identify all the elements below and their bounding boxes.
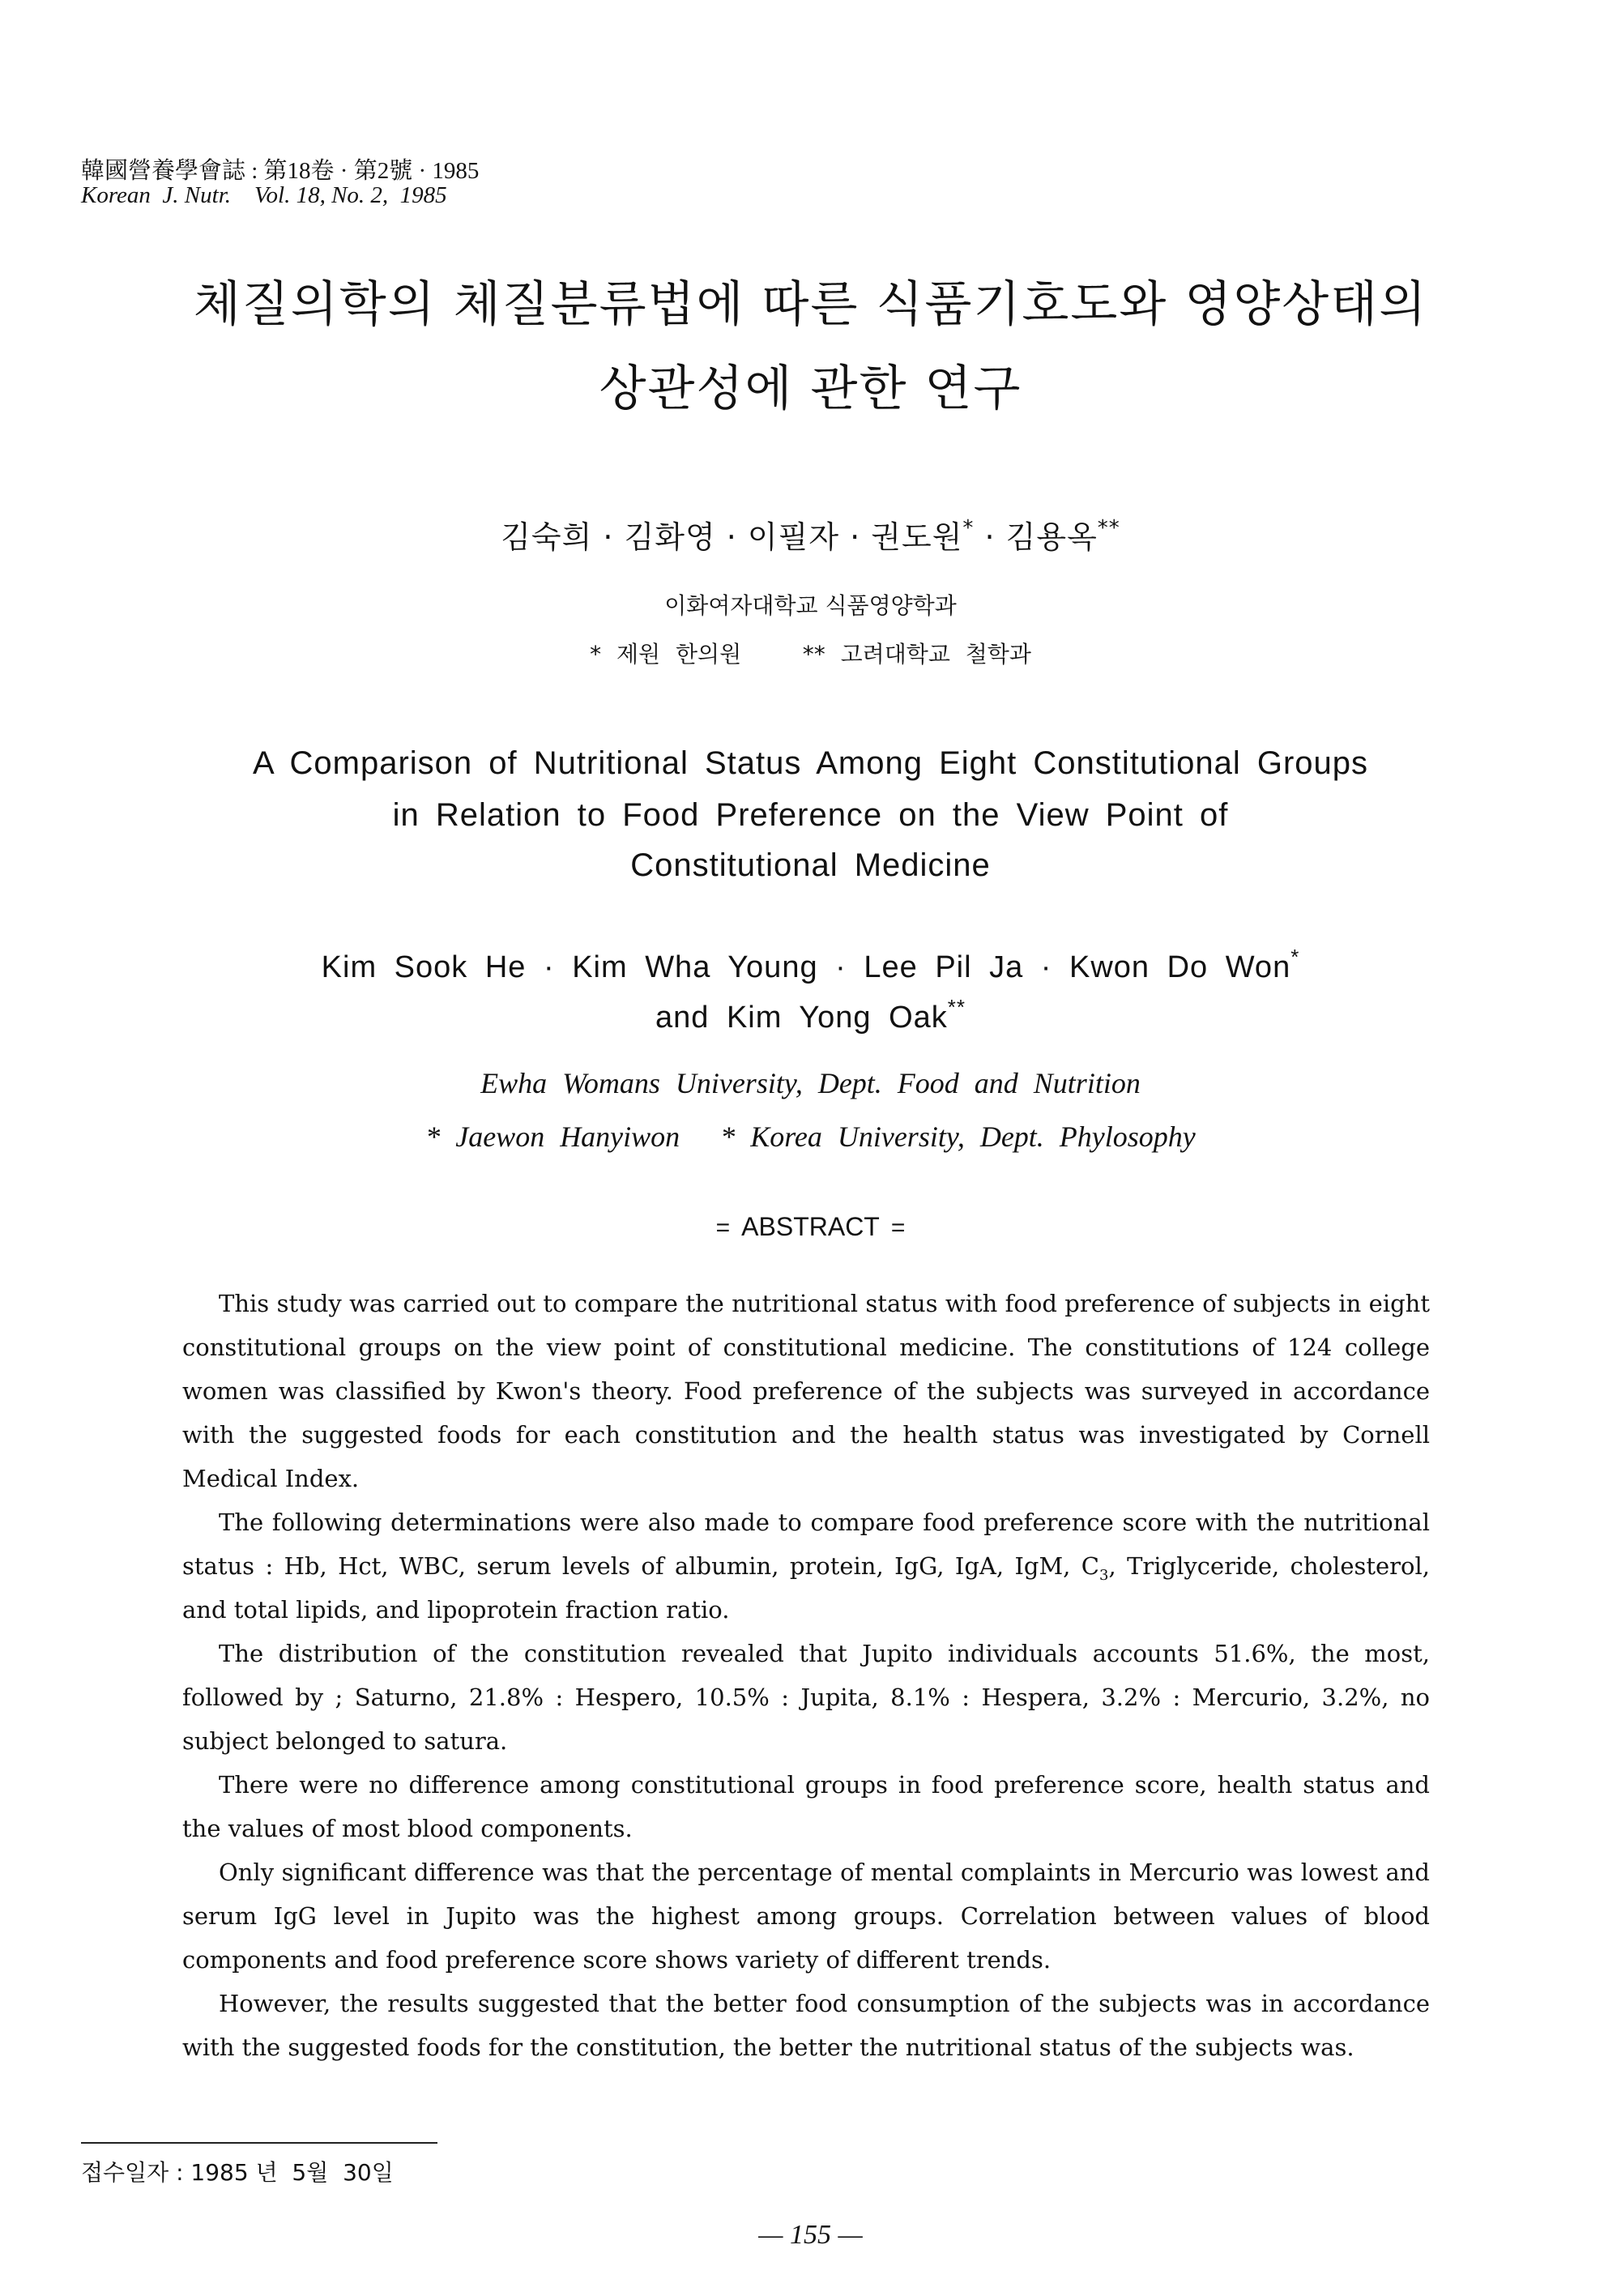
subscript: 3	[1099, 1566, 1109, 1584]
english-title-line-2: in Relation to Food Preference on the View Point of	[392, 797, 1229, 833]
affiliation-korea-university: * Korea University, Dept. Phylosophy	[720, 1120, 1196, 1153]
abstract-heading-text: ABSTRACT	[741, 1212, 880, 1241]
english-authors-line-2	[0, 995, 1621, 1035]
page-number: — 155 —	[758, 2220, 863, 2250]
korean-title-line-1: 체질의학의 체질분류법에 따른 식품기호도와 영양상태의	[193, 276, 1428, 333]
abstract-paragraph-text: The following determinations were also made to compare food preference score with the nutritional status : Hb, Hct, WBC, serum levels of albumin, protein, IgG, IgA, IgM, C	[182, 1509, 1430, 1580]
korean-authors	[0, 512, 1621, 557]
abstract-paragraph: However, the results suggested that the better food consumption of the subjects was in accordance with the suggested foods for the constitution, the better the nutritional status of the subjects was.	[182, 1990, 1430, 2061]
abstract-paragraph-tail: , Triglyceride, cholesterol, and total lipids, and lipoprotein fraction ratio.	[182, 1552, 1430, 1624]
english-title-line-3: Constitutional Medicine	[630, 847, 991, 883]
heading-rule-right: =	[890, 1214, 906, 1241]
heading-rule-left: =	[715, 1214, 731, 1241]
abstract-paragraph: The distribution of the constitution revealed that Jupito individuals accounts 51.6%, the most, followed by ; Saturno, 21.8% : Hespero, 10.5% : Jupita, 8.1% : Hespera, 3.2% : Mercurio, 3.2%, no subject belonged to satura.	[182, 1640, 1430, 1755]
english-affiliation-secondary	[0, 1120, 1621, 1154]
abstract-paragraph: There were no difference among constitutional groups in food preference score, health status and the values of most blood components.	[182, 1771, 1430, 1842]
korean-title-line-2: 상관성에 관한 연구	[599, 361, 1022, 417]
footnote-divider	[81, 2142, 437, 2144]
abstract-heading	[0, 1212, 1621, 1242]
korean-author-names: 김숙희 · 김화영 · 이필자 · 권도원	[501, 519, 963, 555]
abstract-body	[182, 1282, 1430, 2069]
abstract-paragraph: Only significant difference was that the percentage of mental complaints in Mercurio was lowest and serum IgG level in Jupito was the highest among groups. Correlation between values of blood components and food preference score shows variety of different trends.	[182, 1859, 1430, 1974]
korean-affiliation-secondary: * 제원 한의원 ** 고려대학교 철학과	[590, 641, 1031, 668]
journal-citation-english: Korean J. Nutr. Vol. 18, No. 2, 1985	[81, 182, 447, 208]
english-authors-line-1	[0, 945, 1621, 985]
footnote-mark-double: **	[947, 995, 966, 1019]
english-author-names: Kim Sook He · Kim Wha Young · Lee Pil Ja · Kwon Do Won	[321, 950, 1291, 984]
abstract-paragraph	[182, 1500, 1430, 1632]
english-affiliation-primary: Ewha Womans University, Dept. Food and Nutrition	[480, 1067, 1141, 1099]
korean-author-last: · 김용옥	[974, 519, 1098, 555]
abstract-paragraph: This study was carried out to compare the nutritional status with food preference of subjects in eight constitutional groups on the view point of constitutional medicine. The constitutions of 124 college women was classified by Kwon's theory. Food preference of the subjects was surveyed in accordance with the suggested foods for each constitution and the health status was investigated by Cornell Medical Index.	[182, 1290, 1430, 1492]
footnote-mark-double: **	[1097, 516, 1120, 540]
english-title-line-1: A Comparison of Nutritional Status Among Eight Constitutional Groups	[252, 745, 1369, 781]
english-author-last: and Kim Yong Oak	[655, 1001, 948, 1035]
korean-affiliation-primary: 이화여자대학교 식품영양학과	[664, 592, 957, 619]
affiliation-jaewon: * Jaewon Hanyiwon	[425, 1120, 680, 1153]
received-date-footnote: 접수일자 : 1985 년 5월 30일	[81, 2159, 394, 2186]
footnote-mark-single: *	[1290, 945, 1300, 969]
journal-citation-korean: 韓國營養學會誌 : 第18卷 · 第2號 · 1985	[81, 158, 480, 184]
footnote-mark-single: *	[962, 516, 975, 540]
